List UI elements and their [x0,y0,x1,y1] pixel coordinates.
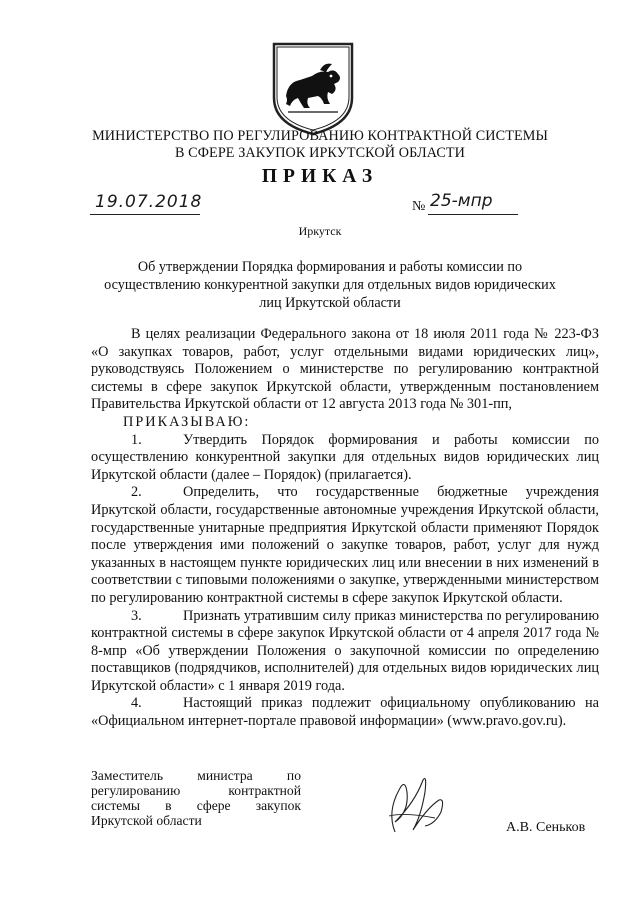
document-body [91,326,599,731]
date-underline [90,214,200,215]
document-number: 25-мпр [430,191,493,211]
document-title: ПРИКАЗ [261,166,379,187]
subject-line: Об утверждении Порядка формирования и работы комиссии по [137,259,523,275]
number-label: № [412,199,426,214]
subject-line: осуществлению конкурентной закупки для отдельных видов юридических [104,277,556,293]
clause-number: 2. [131,484,142,501]
ministry-line: В СФЕРЕ ЗАКУПОК ИРКУТСКОЙ ОБЛАСТИ [174,145,466,161]
coat-of-arms-icon [268,40,358,136]
preamble: В целях реализации Федерального закона от 18 июля 2011 года № 223-ФЗ «О закупках товаров, работ, услуг отдельными видами юридических лиц», руководствуясь Положением о министерстве по регулированию контрактной системы в сфере закупок Иркутской области, утвержденным постановлением Правительства Иркутской области от 12 августа 2013 года № 301-пп, [91,326,599,413]
clause-number: 1. [131,431,142,448]
ministry-name [60,128,580,162]
clause-item [91,484,599,607]
signer-position: Заместитель министра по регулированию контрактной системы в сфере закупок Иркутской области [91,768,301,828]
clause-item [91,608,599,696]
number-underline [428,214,518,215]
ministry-line: МИНИСТЕРСТВО ПО РЕГУЛИРОВАНИЮ КОНТРАКТНОЙ СИСТЕМЫ [92,128,548,144]
clause-text: Утвердить Порядок формирования и работы комиссии по осуществлению конкурентной закупки для отдельных видов юридических лиц Иркутской области (далее – Порядок) (прилагается). [91,431,599,483]
orders-heading: ПРИКАЗЫВАЮ: [123,413,251,430]
clause-item [91,432,599,485]
clause-number: 4. [131,695,142,712]
document-date: 19.07.2018 [95,192,203,212]
clause-number: 3. [131,607,142,624]
handwritten-signature [365,772,465,836]
signer-name: А.В. Сеньков [506,820,586,835]
clause-text: Признать утратившим силу приказ министерства по регулированию контрактной системы в сфере закупок Иркутской области от 4 апреля 2017 года № 8-мпр «Об утверждении Положения о закупочной комиссии по определению поставщиков (подрядчиков, исполнителей) для отдельных видов юридических лиц Иркутской области» с 1 января 2019 года. [91,607,599,694]
document-subject [80,258,580,312]
clause-text: Настоящий приказ подлежит официальному опубликованию на «Официальном интернет-портале правовой информации» (www.pravo.gov.ru). [91,695,599,730]
subject-line: лиц Иркутской области [259,295,401,311]
city: Иркутск [298,224,342,238]
clause-item [91,695,599,730]
clause-text: Определить, что государственные бюджетные учреждения Иркутской области, государственные автономные учреждения Иркутской области, государственные унитарные предприятия Иркутской области применяют Порядок после утверждения ими положений о закупке товаров, работ, услуг для нужд указанных в настоящем пункте юридических лиц или внесении в них изменений в соответствии с типовыми положениями о закупке, утвержденными министерством по регулированию контрактной системы в сфере закупок Иркутской области. [91,484,599,606]
